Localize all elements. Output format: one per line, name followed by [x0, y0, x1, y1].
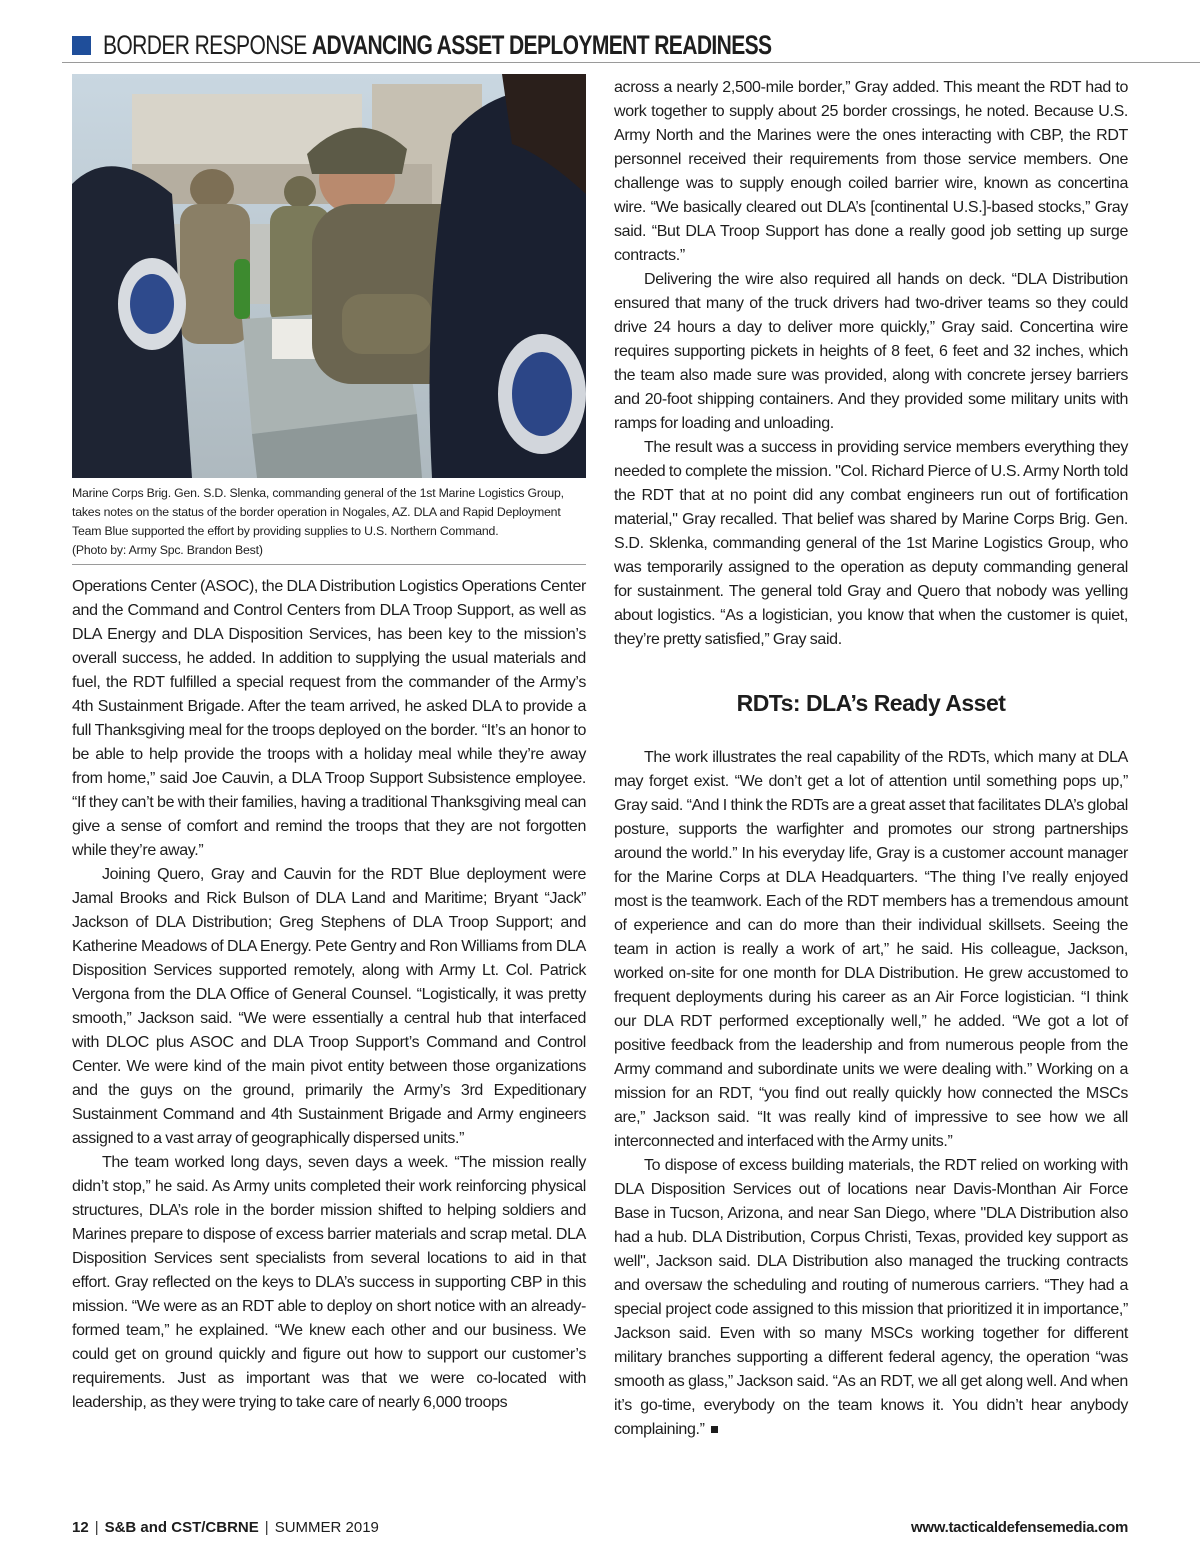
right-paragraph-1: across a nearly 2,500-mile border,” Gray added. This meant the RDT had to work together to supply about 25 border crossings, he noted. Because U.S. Army North and the Marines were the ones interacting with CBP, the RDT personnel received their requirements from those service members. One challenge was to supply enough coiled barrier wire, known as concertina wire. “We basically cleared out DLA’s [continental U.S.]-based stocks,” Gray said. “But DLA Troop Support has done a really good job setting up surge contracts.” — [614, 79, 1128, 264]
page-number: 12 — [72, 1518, 89, 1536]
right-paragraph-3: The result was a success in providing service members everything they needed to complete the mission. "Col. Richard Pierce of U.S. Army North told the RDT that at no point did any combat engineers run out of fortification material," Gray recalled. That belief was shared by Marine Corps Brig. Gen. S.D. Sklenka, commanding general of the 1st Marine Logistics Group, who was temporarily assigned to the operation as deputy commanding general for sustainment. The general told Gray and Quero that nobody was yelling about logistics. “As a logistician, you know that when the customer is quiet, they’re pretty satisfied,” Gray said. — [614, 439, 1128, 648]
end-of-article-mark — [711, 1426, 718, 1433]
photo-credit: (Photo by: Army Spc. Brandon Best) — [72, 543, 263, 557]
website-link[interactable]: www.tacticaldefensemedia.com — [911, 1518, 1128, 1536]
right-column-bottom — [614, 746, 1128, 1442]
footer-separator: | — [94, 1518, 99, 1536]
photo-caption-text: Marine Corps Brig. Gen. S.D. Slenka, commanding general of the 1st Marine Logistics Group, takes notes on the status of the border operation in Nogales, AZ. DLA and Rapid Deployment Team Blue supported the effort by providing supplies to U.S. Northern Command. — [72, 486, 564, 538]
issue-label: SUMMER 2019 — [274, 1518, 379, 1536]
footer-separator: | — [264, 1518, 269, 1536]
left-column — [72, 575, 586, 1415]
header-rule — [62, 62, 1200, 63]
footer-left — [72, 1519, 379, 1536]
right-paragraph-4: The work illustrates the real capability of the RDTs, which many at DLA may forget exist. “We don’t get a lot of attention until something pops up,” Gray said. “And I think the RDTs are a great asset that facilitates DLA’s global posture, supports the warfighter and promotes our strong partnerships around the world.” In his everyday life, Gray is a customer account manager for the Marine Corps at DLA Headquarters. “The thing I’ve really enjoyed most is the teamwork. Each of the RDT members has a tremendous amount of experience and can do more than their individual skillsets. Seeing the team in action is really a work of art,” he said. His colleague, Jackson, worked on-site for one month for DLA Distribution. He grew accustomed to frequent deployments during his career as an Air Force logistician. “I think our DLA RDT performed exceptionally well,” he added. “We got a lot of positive feedback from the leadership and from numerous people from the Army command and subordinate units we were dealing with.” Working on a mission for an RDT, “you find out really quickly how connected the MSCs are,” Jackson said. “It was really kind of impressive to see how we all interconnected and interfaced with the Army units.” — [614, 749, 1128, 1150]
page-header — [72, 28, 1182, 62]
photo-illustration — [72, 74, 586, 478]
publication-name: S&B and CST/CBRNE — [104, 1518, 259, 1536]
photo-caption — [72, 484, 586, 560]
right-paragraph-5 — [614, 1154, 1128, 1442]
header-title — [103, 30, 771, 61]
article-photo — [72, 74, 586, 478]
header-section: BORDER RESPONSE — [103, 29, 307, 60]
left-paragraph-1: Operations Center (ASOC), the DLA Distribution Logistics Operations Center and the Command and Control Centers from DLA Troop Support, as well as DLA Energy and DLA Disposition Services, has been key to the mission’s overall success, he added. In addition to supplying the usual materials and fuel, the RDT fulfilled a special request from the commander of the Army’s 4th Sustainment Brigade. After the team arrived, he asked DLA to provide a full Thanksgiving meal for the troops deployed on the border. “It’s an honor to be able to help provide the troops with a holiday meal while they’re away from home,” said Joe Cauvin, a DLA Troop Support Subsistence employee. “If they can’t be with their families, having a traditional Thanksgiving meal can give a sense of comfort and remind the troops that they are not forgotten while they’re away.” — [72, 578, 586, 859]
header-title-wrap — [103, 29, 772, 61]
section-marker-square — [72, 36, 91, 55]
right-paragraph-2: Delivering the wire also required all hands on deck. “DLA Distribution ensured that many of the truck drivers had two-driver teams so they could drive 24 hours a day to deliver more quickly,” Gray said. Concertina wire requires supporting pickets in heights of 8 feet, 6 feet and 32 inches, which the team also made sure was provided, along with concrete jersey barriers and 20-foot shipping containers. And they provided some military units with ramps for loading and unloading. — [614, 271, 1128, 432]
right-column-top — [614, 76, 1128, 652]
section-subhead: RDTs: DLA’s Ready Asset — [736, 690, 1006, 716]
header-headline: ADVANCING ASSET DEPLOYMENT READINESS — [311, 29, 772, 60]
left-paragraph-2: Joining Quero, Gray and Cauvin for the RDT Blue deployment were Jamal Brooks and Rick Bulson of DLA Land and Maritime; Bryant “Jack” Jackson of DLA Distribution; Greg Stephens of DLA Troop Support; and Katherine Meadows of DLA Energy. Pete Gentry and Ron Williams from DLA Disposition Services supported remotely, along with Army Lt. Col. Patrick Vergona from the DLA Office of General Counsel. “Logistically, it was pretty smooth,” Jackson said. “We were essentially a central hub that interfaced with DLOC plus ASOC and DLA Troop Support’s Command and Control Center. We were kind of the main pivot entity between those organizations and the guys on the ground, primarily the Army’s 3rd Expeditionary Sustainment Command and 4th Sustainment Brigade and Army engineers assigned to a vast array of geographically dispersed units.” — [72, 866, 586, 1147]
right-paragraph-5-text: To dispose of excess building materials, the RDT relied on working with DLA Disposition Services out of locations near Davis-Monthan Air Force Base in Tucson, Arizona, and near San Diego, where "DLA Distribution also had a hub. DLA Distribution, Corpus Christi, Texas, provided key support as well", Jackson said. DLA Distribution also managed the trucking contracts and oversaw the scheduling and routing of numerous carriers. “They had a special project code assigned to this mission that prioritized it in importance,” Jackson said. Even with so many MSCs working together for different military branches supporting a different federal agency, the operation “was smooth as glass,” Jackson said. “As an RDT, we all get along well. And when it’s go-time, everybody on the team knows it. You didn’t hear anybody complaining.” — [614, 1157, 1128, 1438]
page-footer — [72, 1516, 1128, 1538]
left-paragraph-3: The team worked long days, seven days a week. “The mission really didn’t stop,” he said. As Army units completed their work reinforcing physical structures, DLA’s role in the border mission shifted to helping soldiers and Marines prepare to dispose of excess barrier materials and scrap metal. DLA Disposition Services sent specialists from several locations to aid in that effort. Gray reflected on the keys to DLA’s success in supporting CBP in this mission. “We were as an RDT able to deploy on short notice with an already-formed team,” he explained. “We knew each other and our business. We could get on ground quickly and figure out how to support our customer’s requirements. Just as important was that we were co-located with leadership, as they were trying to take care of nearly 6,000 troops — [72, 1154, 586, 1411]
caption-rule — [72, 564, 586, 565]
